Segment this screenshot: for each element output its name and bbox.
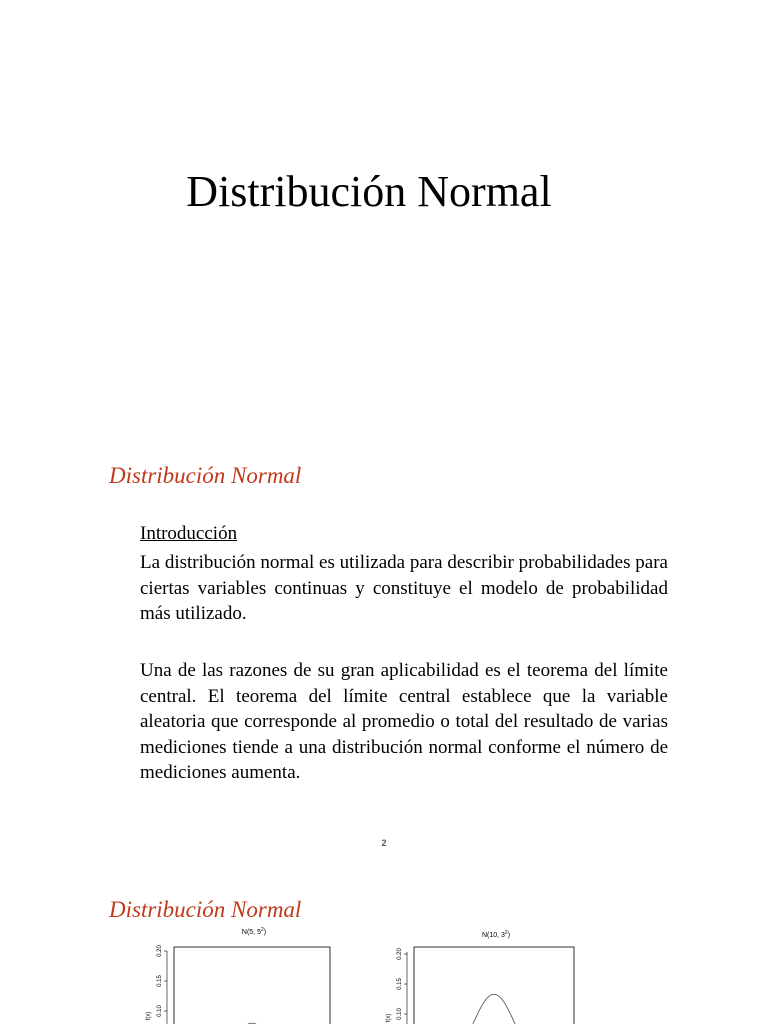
slide2-title: Distribución Normal [109,897,302,922]
paragraph-1: La distribución normal es utilizada para describir probabilidades para ciertas variables continuas y constituye el modelo de probabilidad más utilizado. [140,552,668,624]
chart-2-density-curve [414,994,574,1024]
chart-2-ytick-label: 0.10 [397,1008,403,1020]
chart-1-ytick-label: 0.10 [157,1005,163,1017]
chart-1-ticks [157,945,167,1017]
chart-1-ylabel: f(x) [146,1011,152,1021]
chart-2-ytick-label: 0.15 [397,978,403,990]
chart-1-plot-frame [174,947,330,1024]
intro-heading: Introducción [140,523,238,544]
chart-normal-1 [140,922,340,1024]
chart-normal-2 [380,922,580,1024]
chart-1-ytick-label: 0.15 [157,975,163,987]
chart-2-plot-frame [414,947,574,1024]
slide1-title: Distribución Normal [109,463,302,488]
document-title-text: Distribución Normal [186,167,552,216]
chart-2-ticks [397,948,407,1020]
chart-1-title: N(5, $5^2$) [241,927,267,936]
chart-2-ylabel: f(x) [386,1013,392,1023]
document-title [0,166,768,218]
page-number: 2 [381,838,387,848]
chart-2-title: N(10, $3^2$) [481,930,511,939]
paragraph-2: Una de las razones de su gran aplicabilidad es el teorema del límite central. El teorema del límite central establece que la variable aleatoria que corresponde al promedio o total del resultado de varias mediciones tiende a una distribución normal conforme el número de mediciones aumenta. [140,660,668,783]
chart-1-ytick-label: 0.20 [157,945,163,957]
chart-2-ytick-label: 0.20 [397,948,403,960]
